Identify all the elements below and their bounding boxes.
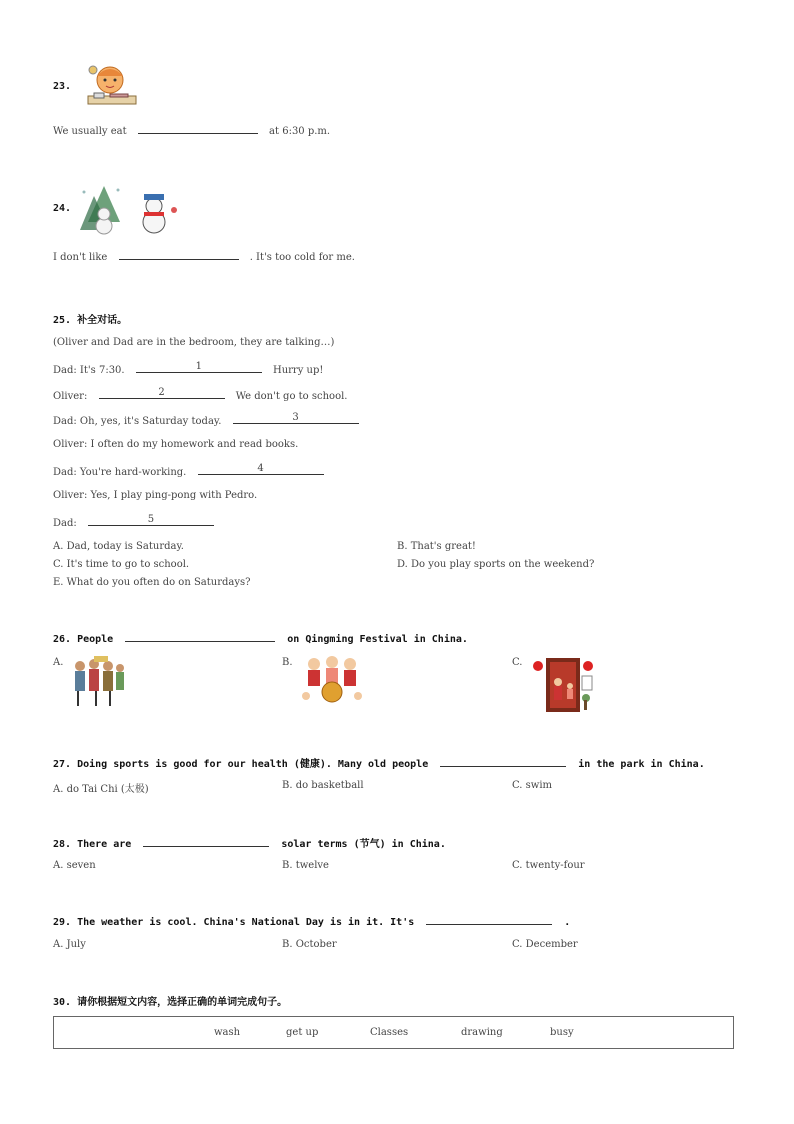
dialogue-line-after: Hurry up! xyxy=(272,365,324,376)
option-25-e[interactable]: E. What do you often do on Saturdays? xyxy=(53,577,251,588)
option-29-c[interactable]: C. December xyxy=(512,939,578,950)
question-number-24: 24. xyxy=(53,203,72,214)
word-bank-item: drawing xyxy=(461,1027,503,1038)
answer-blank-27[interactable] xyxy=(440,756,566,767)
option-25-c[interactable]: C. It's time to go to school. xyxy=(53,559,190,570)
answer-blank-28[interactable] xyxy=(143,836,269,847)
option-28-a[interactable]: A. seven xyxy=(53,860,96,871)
option-29-b[interactable]: B. October xyxy=(282,939,337,950)
question-28 xyxy=(53,835,446,850)
dialogue-blank-3[interactable] xyxy=(233,413,359,424)
winter-snowman-illustration xyxy=(74,182,180,238)
word-bank-item: Classes xyxy=(370,1027,409,1038)
sentence-23-after: at 6:30 p.m. xyxy=(269,126,331,137)
dialogue-line-text: Dad: xyxy=(53,518,77,529)
sentence-24-after: . It's too cold for me. xyxy=(249,252,355,263)
dialogue-line-3 xyxy=(53,413,367,427)
dialogue-line-5 xyxy=(53,464,332,478)
blank-number: 2 xyxy=(158,387,165,398)
option-27-a[interactable]: A. do Tai Chi (太极) xyxy=(53,784,149,795)
dialogue-line-text: Oliver: xyxy=(53,391,88,402)
question-29-before: 29. The weather is cool. China's National Day is in it. It's xyxy=(53,917,415,928)
dialogue-intro: (Oliver and Dad are in the bedroom, they are talking…) xyxy=(53,337,335,348)
people-group-illustration xyxy=(68,652,130,708)
word-bank-item: get up xyxy=(286,1027,319,1038)
question-26 xyxy=(53,631,468,645)
spring-festival-door-illustration xyxy=(526,652,598,714)
dialogue-line-text: Dad: Oh, yes, it's Saturday today. xyxy=(53,416,222,427)
option-27-b[interactable]: B. do basketball xyxy=(282,780,364,791)
question-27-after: in the park in China. xyxy=(578,759,705,770)
option-26-b-label[interactable]: B. xyxy=(282,657,293,668)
eating-boy-illustration xyxy=(80,60,138,110)
dialogue-line-text: Dad: It's 7:30. xyxy=(53,365,125,376)
dialogue-line-2 xyxy=(53,388,347,402)
question-28-before: 28. There are xyxy=(53,839,132,850)
option-28-b[interactable]: B. twelve xyxy=(282,860,329,871)
answer-blank-24[interactable] xyxy=(119,249,239,260)
option-26-a-label[interactable]: A. xyxy=(53,657,64,668)
question-27-before: 27. Doing sports is good for our health (健康). Many old people xyxy=(53,759,429,770)
option-29-a[interactable]: A. July xyxy=(53,939,86,950)
dialogue-line-7 xyxy=(53,515,222,529)
blank-number: 1 xyxy=(195,361,202,372)
dialogue-blank-1[interactable] xyxy=(136,362,262,373)
question-26-before: 26. People xyxy=(53,634,114,645)
option-25-a[interactable]: A. Dad, today is Saturday. xyxy=(53,541,184,552)
dialogue-blank-4[interactable] xyxy=(198,464,324,475)
dialogue-line-6: Oliver: Yes, I play ping-pong with Pedro. xyxy=(53,490,258,501)
blank-number: 5 xyxy=(147,514,155,525)
sentence-23 xyxy=(53,123,330,137)
question-29-after: . xyxy=(564,917,571,928)
option-26-c-label[interactable]: C. xyxy=(512,657,523,668)
sentence-24-before: I don't like xyxy=(53,252,108,263)
blank-number: 4 xyxy=(257,463,264,474)
family-mooncake-illustration xyxy=(296,652,368,704)
dialogue-line-text: Dad: You're hard-working. xyxy=(53,467,187,478)
sentence-23-before: We usually eat xyxy=(53,126,127,137)
question-25-title: 25. 补全对话。 xyxy=(53,315,128,326)
option-27-c[interactable]: C. swim xyxy=(512,780,553,791)
option-25-b[interactable]: B. That's great! xyxy=(397,541,476,552)
answer-blank-29[interactable] xyxy=(426,914,552,925)
dialogue-blank-5[interactable] xyxy=(88,515,214,526)
sentence-24 xyxy=(53,249,355,263)
question-30-title: 30. 请你根据短文内容，选择正确的单词完成句子。 xyxy=(53,997,288,1008)
dialogue-line-1 xyxy=(53,362,323,376)
dialogue-blank-2[interactable] xyxy=(99,388,225,399)
word-bank-item: busy xyxy=(550,1027,574,1038)
question-29 xyxy=(53,914,570,928)
dialogue-line-after: We don't go to school. xyxy=(235,391,348,402)
word-bank-item: wash xyxy=(214,1027,241,1038)
answer-blank-23[interactable] xyxy=(138,123,258,134)
blank-number: 3 xyxy=(292,412,299,423)
question-26-after: on Qingming Festival in China. xyxy=(287,634,468,645)
question-number-23: 23. xyxy=(53,81,72,92)
dialogue-line-4: Oliver: I often do my homework and read books. xyxy=(53,439,299,450)
answer-blank-26[interactable] xyxy=(125,631,275,642)
option-25-d[interactable]: D. Do you play sports on the weekend? xyxy=(397,559,595,570)
option-28-c[interactable]: C. twenty-four xyxy=(512,860,585,871)
word-bank-box xyxy=(53,1016,734,1049)
question-27 xyxy=(53,755,705,770)
question-28-after: solar terms (节气) in China. xyxy=(281,839,446,850)
